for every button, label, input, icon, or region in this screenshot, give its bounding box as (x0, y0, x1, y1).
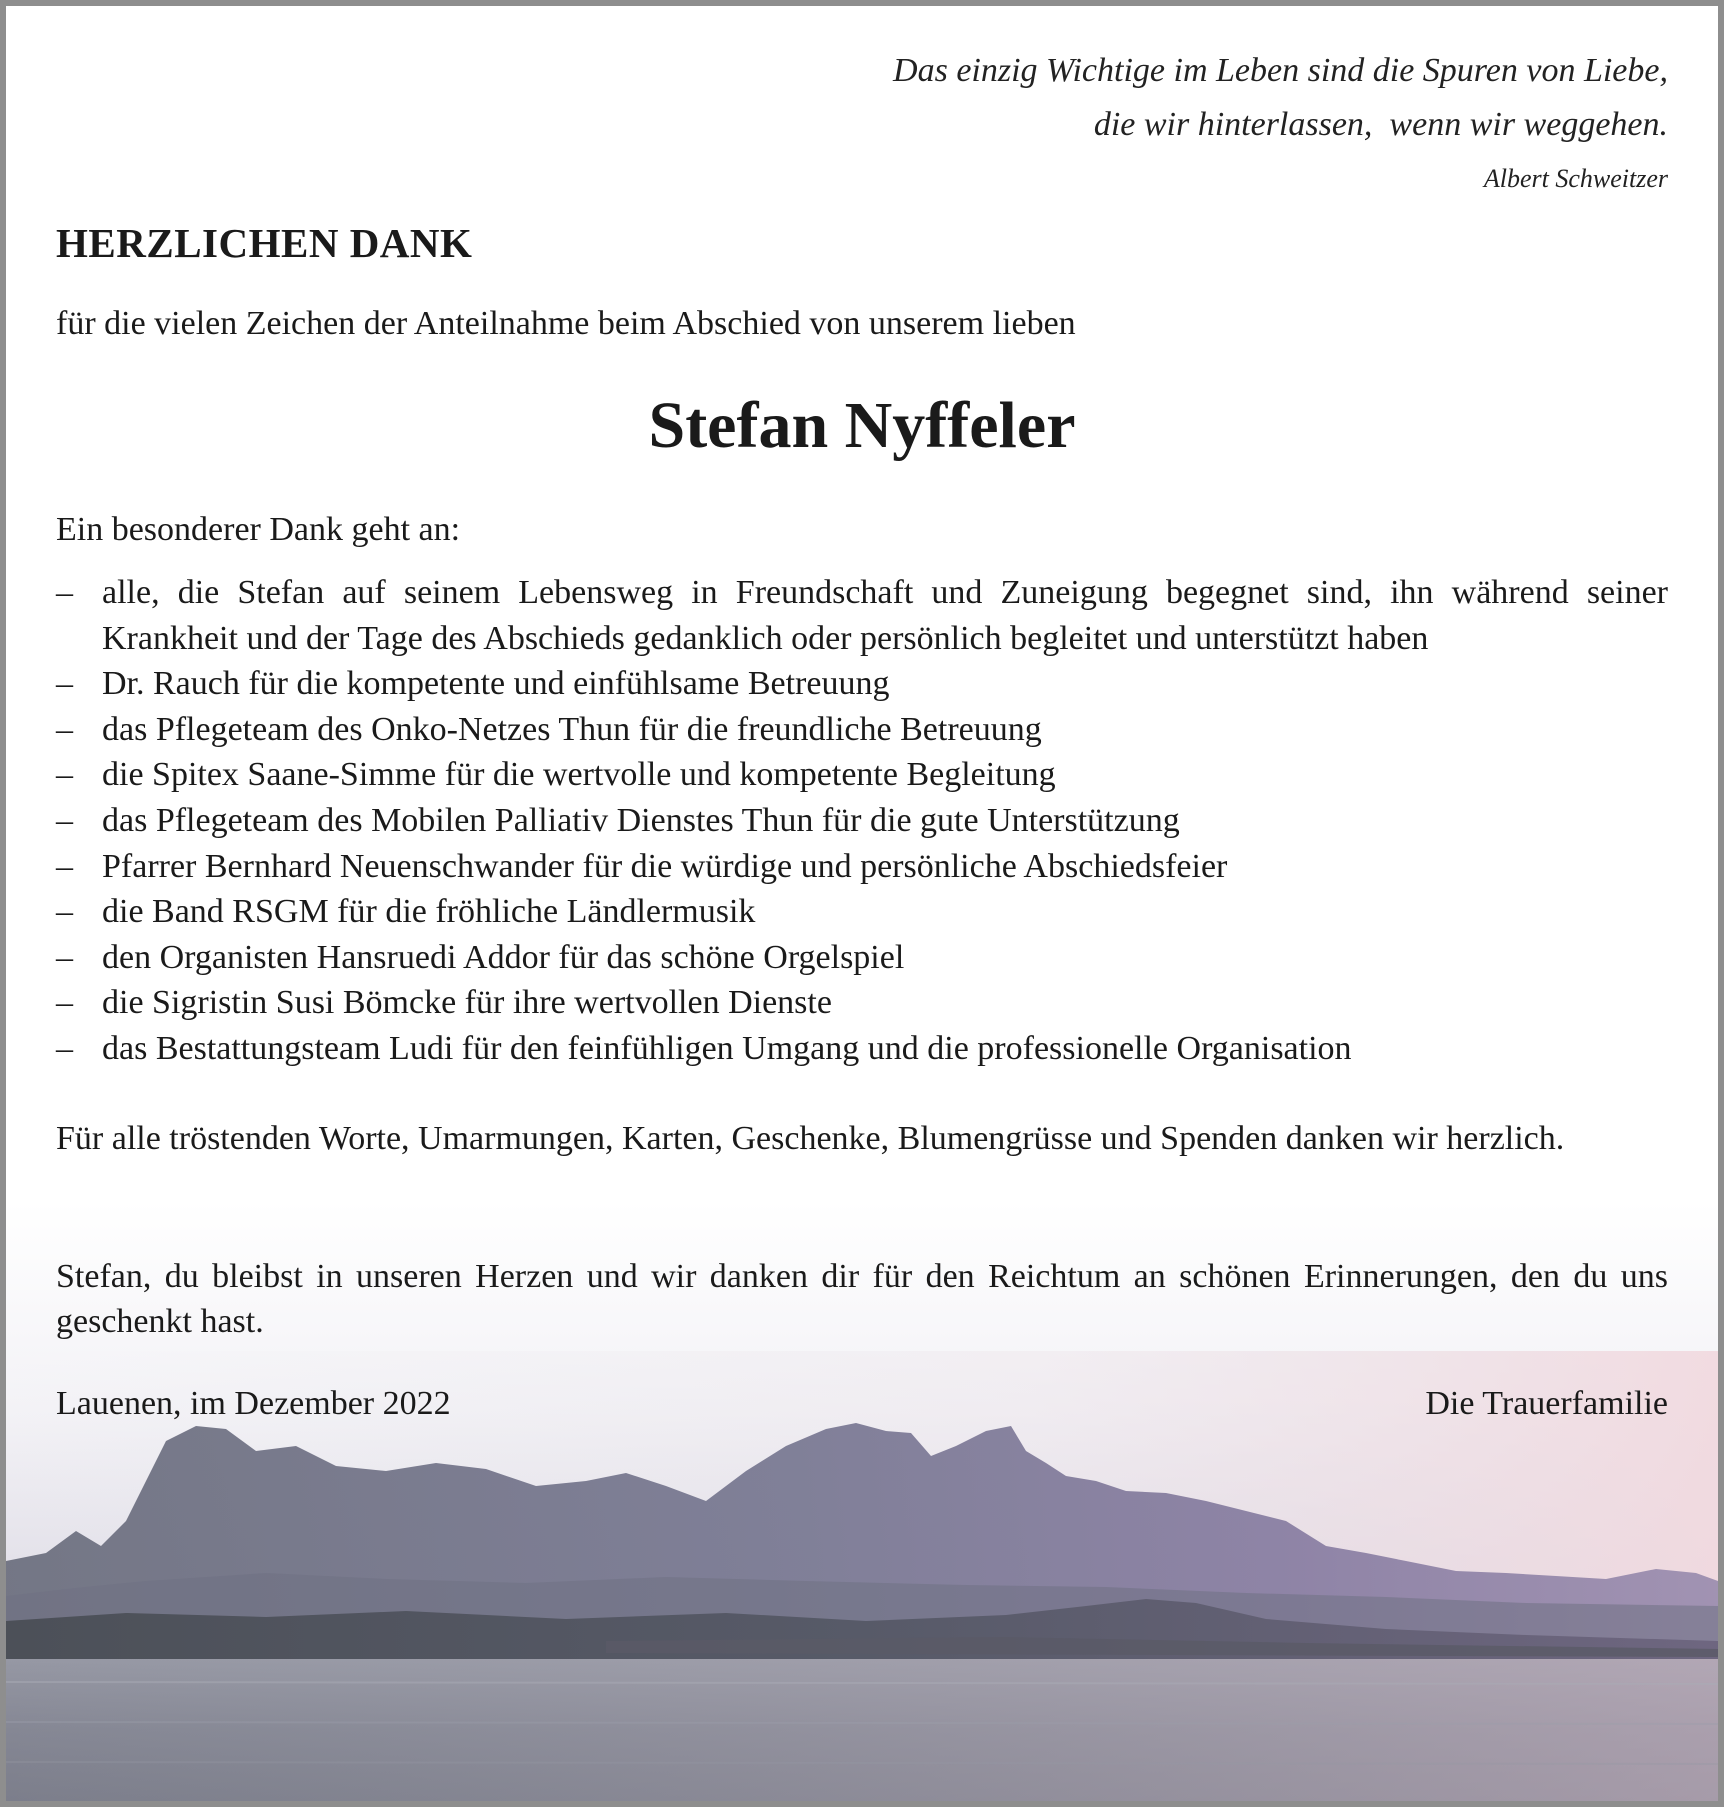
list-item-text: das Pflegeteam des Onko-Netzes Thun für die freundliche Betreuung (102, 710, 1042, 748)
list-item-text: das Bestattungsteam Ludi für den feinfühligen Umgang und die professionelle Organisation (102, 1029, 1352, 1067)
list-item (56, 707, 1668, 753)
list-item (56, 661, 1668, 707)
quote-line-1: Das einzig Wichtige im Leben sind die Spuren von Liebe, (893, 52, 1668, 89)
list-item-text: das Pflegeteam des Mobilen Palliativ Dienstes Thun für die gute Unterstützung (102, 801, 1180, 839)
list-item (56, 752, 1668, 798)
list-dash: – (56, 710, 73, 748)
condolence-thanks-paragraph: Für alle tröstenden Worte, Umarmungen, Karten, Geschenke, Blumengrüsse und Spenden danken wir herzlich. (56, 1120, 1565, 1157)
list-dash: – (56, 1029, 73, 1067)
place-and-date: Lauenen, im Dezember 2022 (56, 1385, 451, 1422)
quote-author: Albert Schweitzer (1483, 164, 1668, 193)
list-item (56, 798, 1668, 844)
list-item-text: alle, die Stefan auf seinem Lebensweg in Freundschaft und Zuneigung begegnet sind, ihn während seiner Krankheit und der Tage des Abschieds gedanklich oder persönlich begleitet und unterstützt haben (102, 574, 1668, 657)
special-thanks-label: Ein besonderer Dank geht an: (56, 511, 461, 548)
list-item-text: Dr. Rauch für die kompetente und einfühlsame Betreuung (102, 665, 890, 703)
page-title: HERZLICHEN DANK (56, 220, 473, 266)
list-item-text: die Sigristin Susi Bömcke für ihre wertvollen Dienste (102, 984, 832, 1022)
intro-text: für die vielen Zeichen der Anteilnahme beim Abschied von unserem lieben (56, 305, 1076, 342)
list-item-text: die Band RSGM für die fröhliche Ländlermusik (102, 893, 756, 931)
list-dash: – (56, 665, 73, 703)
list-dash: – (56, 984, 73, 1022)
notice-content (56, 44, 1668, 1422)
list-item-text: den Organisten Hansruedi Addor für das schöne Orgelspiel (102, 938, 905, 976)
list-item (56, 570, 1668, 661)
list-item (56, 889, 1668, 935)
quote-line-2: die wir hinterlassen, wenn wir weggehen. (1093, 106, 1668, 143)
list-item-text: die Spitex Saane-Simme für die wertvolle und kompetente Begleitung (102, 756, 1056, 794)
list-item (56, 1026, 1668, 1072)
signature: Die Trauerfamilie (1425, 1385, 1668, 1422)
list-item (56, 980, 1668, 1026)
list-dash: – (56, 847, 73, 885)
remembrance-paragraph: Stefan, du bleibst in unseren Herzen und wir danken dir für den Reichtum an schönen Erinnerungen, den du uns geschenkt hast. (56, 1258, 1668, 1340)
list-dash: – (56, 938, 73, 976)
deceased-name: Stefan Nyffeler (648, 389, 1076, 462)
thanks-list (56, 570, 1668, 1072)
list-item (56, 935, 1668, 981)
list-item-text: Pfarrer Bernhard Neuenschwander für die würdige und persönliche Abschiedsfeier (102, 847, 1228, 885)
list-dash: – (56, 756, 73, 794)
list-dash: – (56, 574, 73, 611)
list-dash: – (56, 893, 73, 931)
list-dash: – (56, 801, 73, 839)
epigraph-quote (56, 44, 1668, 152)
list-item (56, 844, 1668, 890)
